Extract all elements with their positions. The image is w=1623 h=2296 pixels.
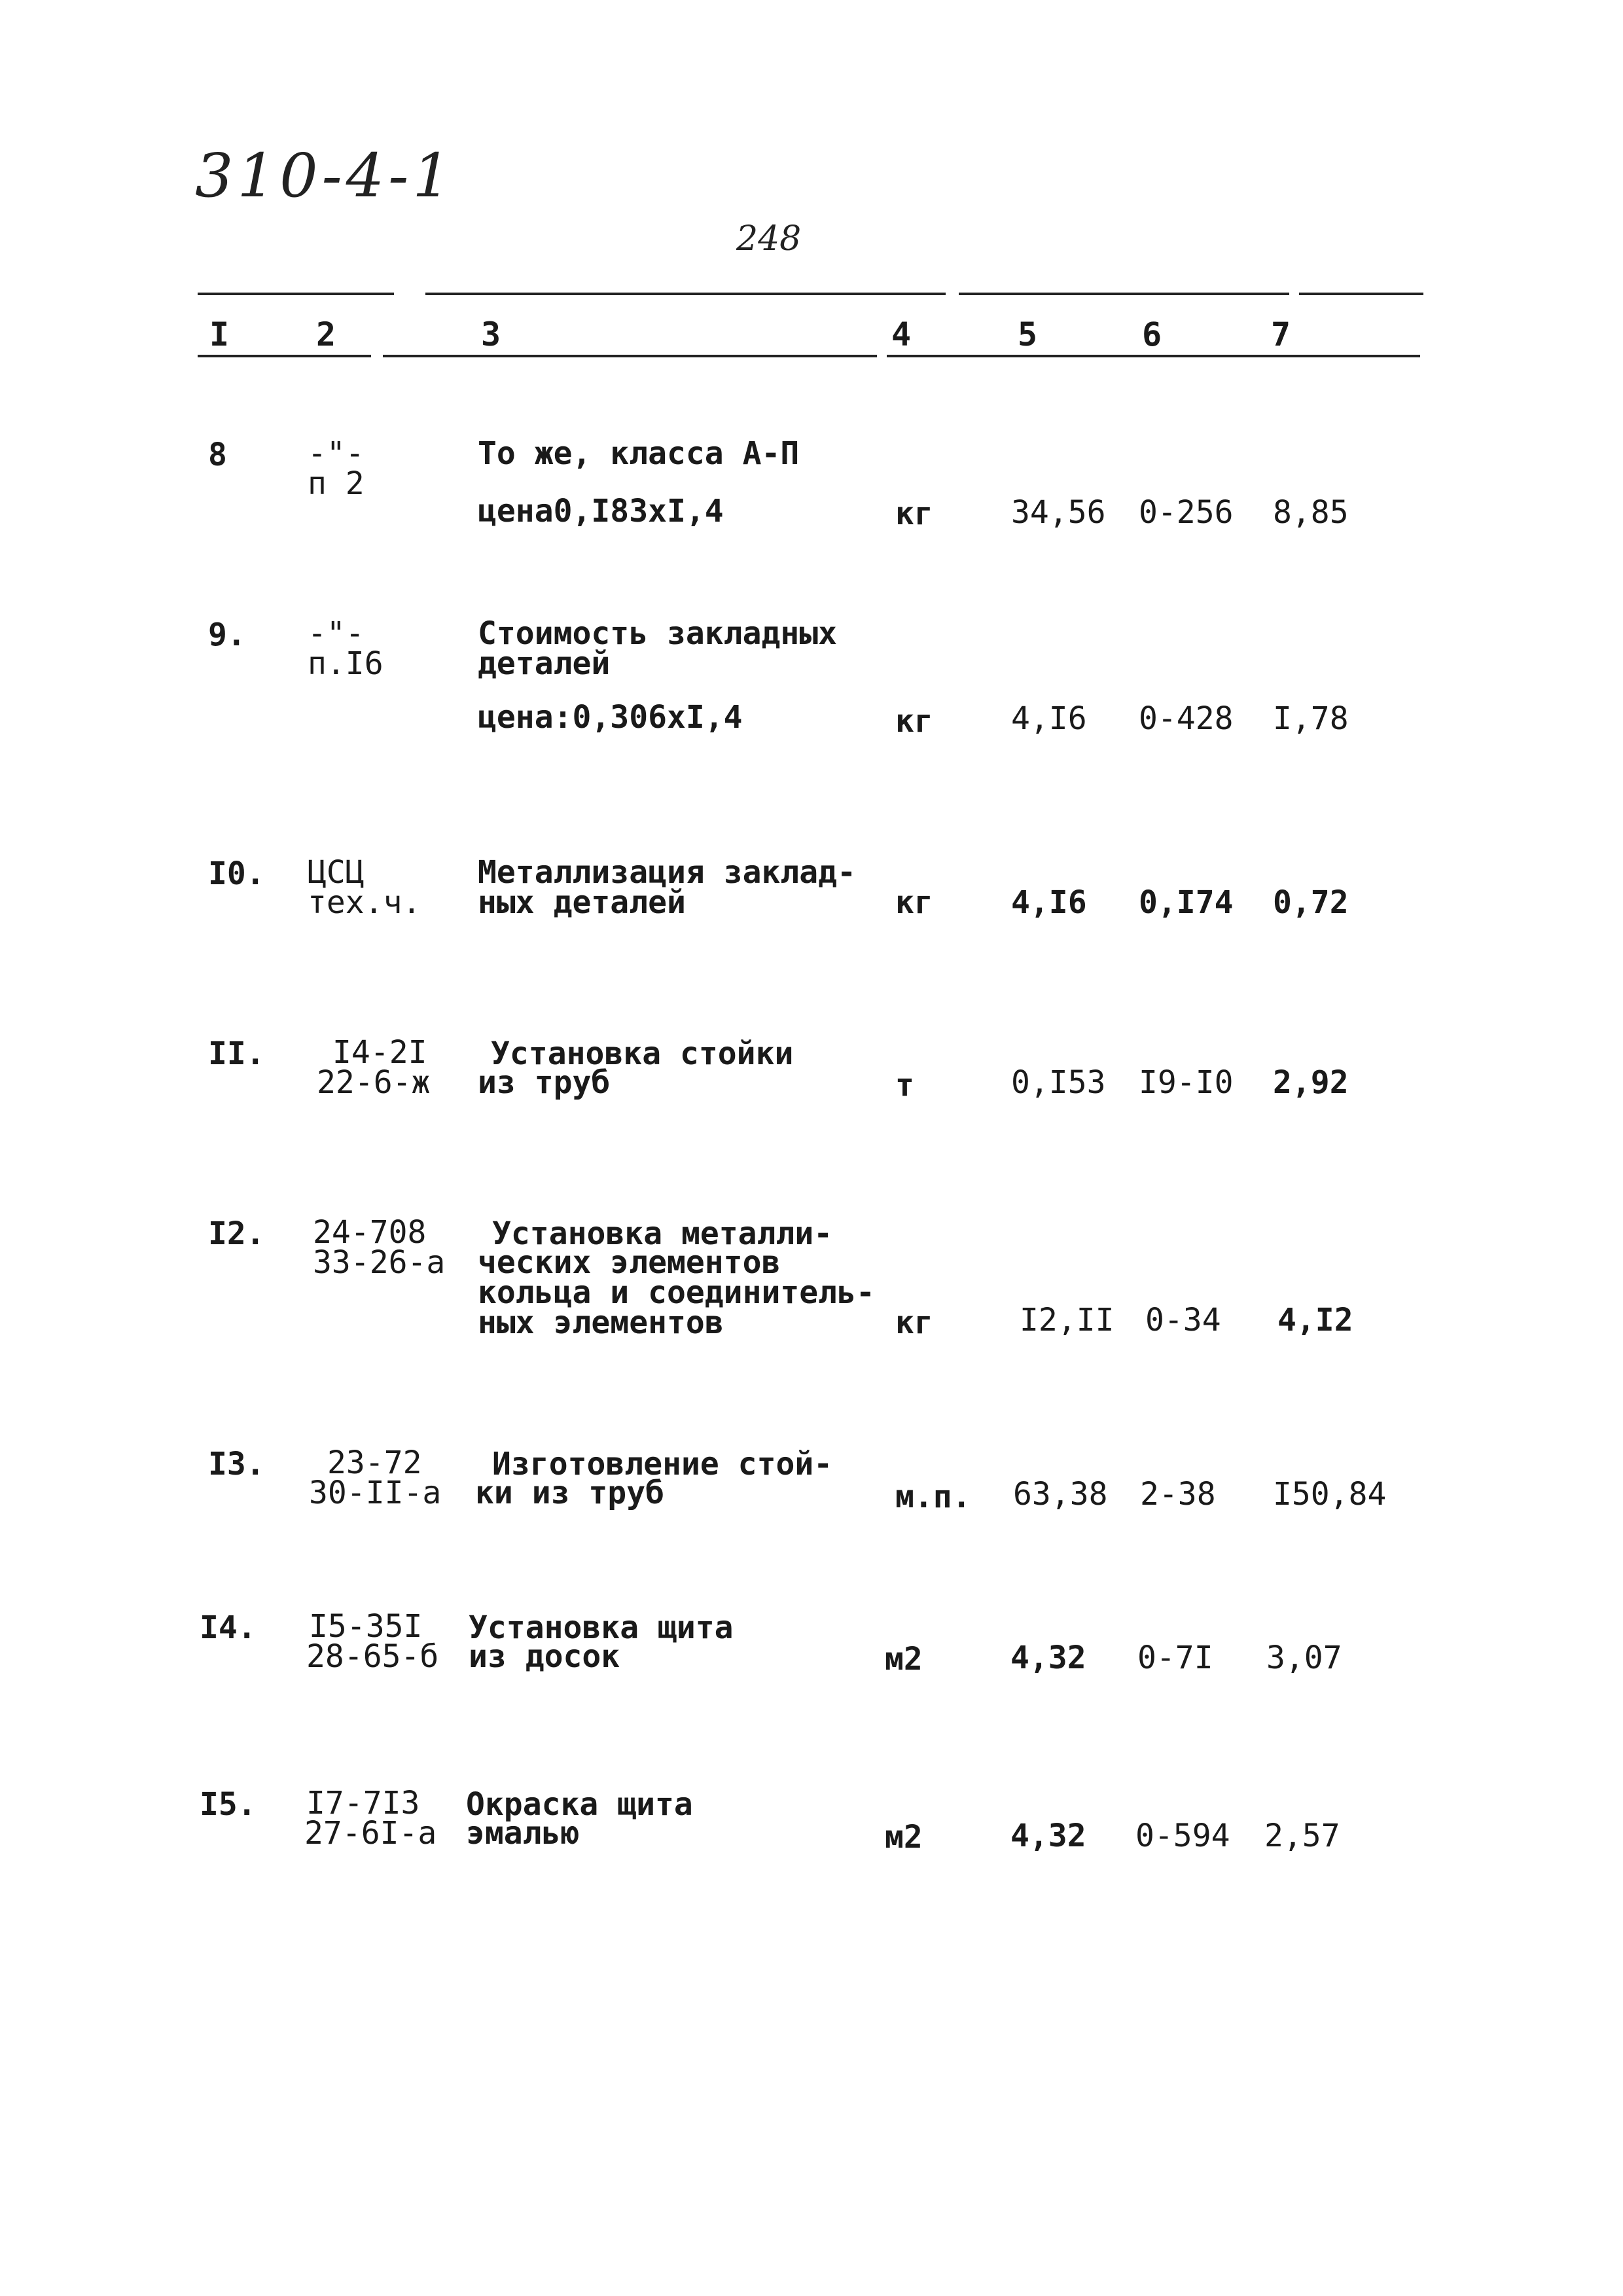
row-unit: т <box>895 1067 914 1103</box>
row-quantity: 4,I6 <box>1011 884 1087 921</box>
row-ref-line-2: п 2 <box>308 465 365 502</box>
column-header-5: 5 <box>1018 315 1038 353</box>
row-quantity: 34,56 <box>1011 494 1106 531</box>
row-ref-line-1: I7-7I3 <box>306 1785 420 1821</box>
row-number: II. <box>208 1035 265 1072</box>
top-rule-3 <box>959 293 1289 295</box>
row-ref-line-1: I5-35I <box>309 1608 423 1645</box>
row-number: I5. <box>200 1786 257 1823</box>
row-number: 8 <box>208 437 227 473</box>
row-total: 3,07 <box>1266 1640 1342 1676</box>
row-quantity: I2,II <box>1020 1302 1115 1338</box>
row-description-line-1: Изготовление стой- <box>492 1446 833 1482</box>
row-rate: 0,I74 <box>1139 884 1234 921</box>
row-total: 2,92 <box>1273 1064 1349 1101</box>
row-description-line-2: ки из труб <box>475 1475 664 1511</box>
row-ref-line-1: -"- <box>308 615 365 652</box>
sheet-number: 248 <box>736 219 802 259</box>
column-header-3: 3 <box>481 315 501 353</box>
row-description-line-1: Окраска щита <box>466 1786 693 1823</box>
row-ref-line-2: тех.ч. <box>308 884 421 921</box>
column-header-4: 4 <box>891 315 912 353</box>
row-description-line-1: Металлизация заклад- <box>478 854 856 891</box>
row-ref-line-1: 23-72 <box>327 1444 422 1481</box>
row-ref-line-2: 22-6-ж <box>317 1064 431 1101</box>
header-rule-2 <box>383 355 877 357</box>
row-quantity: 4,32 <box>1010 1818 1086 1854</box>
top-rule-1 <box>198 293 394 295</box>
row-rate: 2-38 <box>1140 1476 1216 1513</box>
row-rate: I9-I0 <box>1139 1064 1234 1101</box>
row-number: I4. <box>200 1609 257 1646</box>
row-number: I3. <box>208 1446 265 1482</box>
row-ref-line-1: 24-708 <box>313 1214 427 1251</box>
top-rule-4 <box>1299 293 1423 295</box>
row-total: I50,84 <box>1273 1476 1387 1513</box>
row-description-line-2: ческих элементов <box>478 1244 781 1281</box>
row-description-line-1: То же, класса А-П <box>478 435 800 472</box>
row-number: 9. <box>208 617 246 653</box>
row-description-line-1: Стоимость закладных <box>478 615 838 652</box>
row-description-line-2: из досок <box>469 1638 620 1675</box>
row-rate: 0-428 <box>1139 700 1234 737</box>
row-total: 0,72 <box>1273 884 1349 921</box>
column-header-1: I <box>209 315 230 353</box>
row-total: 2,57 <box>1264 1818 1340 1854</box>
row-description-line-2: эмалью <box>466 1815 580 1852</box>
row-number: I2. <box>208 1215 265 1252</box>
row-description-line-2: из труб <box>478 1064 611 1101</box>
row-rate: 0-594 <box>1135 1818 1230 1854</box>
row-rate: 0-256 <box>1139 494 1234 531</box>
row-quantity: 4,32 <box>1010 1640 1086 1676</box>
row-unit: кг <box>895 495 933 532</box>
row-unit: кг <box>895 1304 933 1341</box>
header-rule-3 <box>887 355 1420 357</box>
top-rule-2 <box>425 293 946 295</box>
row-ref-line-1: ЦСЦ <box>308 854 365 891</box>
header-rule-1 <box>198 355 371 357</box>
row-ref-line-1: -"- <box>308 435 365 472</box>
row-description-line-2: деталей <box>478 645 611 682</box>
row-description-line-1: Установка стойки <box>491 1035 794 1072</box>
row-description-line-2: ных деталей <box>478 884 686 921</box>
row-ref-line-2: п.I6 <box>308 645 383 682</box>
row-unit: м2 <box>885 1641 923 1677</box>
row-quantity: 0,I53 <box>1011 1064 1106 1101</box>
row-description-line-3: кольца и соединитель- <box>478 1274 875 1311</box>
row-description-line-1: Установка щита <box>469 1609 734 1646</box>
row-quantity: 63,38 <box>1013 1476 1108 1513</box>
document-code: 310-4-1 <box>195 141 455 211</box>
column-header-2: 2 <box>316 315 336 353</box>
row-rate: 0-34 <box>1145 1302 1221 1338</box>
row-price: цена0,I83xI,4 <box>478 493 724 529</box>
column-header-7: 7 <box>1271 315 1291 353</box>
row-rate: 0-7I <box>1137 1640 1213 1676</box>
row-ref-line-2: 30-II-а <box>309 1475 442 1511</box>
row-price: цена:0,306xI,4 <box>478 699 743 736</box>
row-ref-line-2: 27-6I-а <box>304 1815 437 1852</box>
row-unit: м.п. <box>895 1479 971 1515</box>
row-total: 8,85 <box>1273 494 1349 531</box>
row-ref-line-2: 33-26-а <box>313 1244 446 1281</box>
row-ref-line-1: I4-2I <box>332 1034 427 1071</box>
row-description-line-4: ных элементов <box>478 1304 724 1341</box>
row-quantity: 4,I6 <box>1011 700 1087 737</box>
row-number: I0. <box>208 855 265 892</box>
row-description-line-1: Установка металли- <box>492 1215 833 1252</box>
row-total: I,78 <box>1273 700 1349 737</box>
column-header-6: 6 <box>1142 315 1162 353</box>
row-total: 4,I2 <box>1277 1302 1353 1338</box>
row-ref-line-2: 28-65-б <box>306 1638 439 1675</box>
row-unit: кг <box>895 703 933 740</box>
row-unit: м2 <box>885 1819 923 1856</box>
row-unit: кг <box>895 884 933 921</box>
